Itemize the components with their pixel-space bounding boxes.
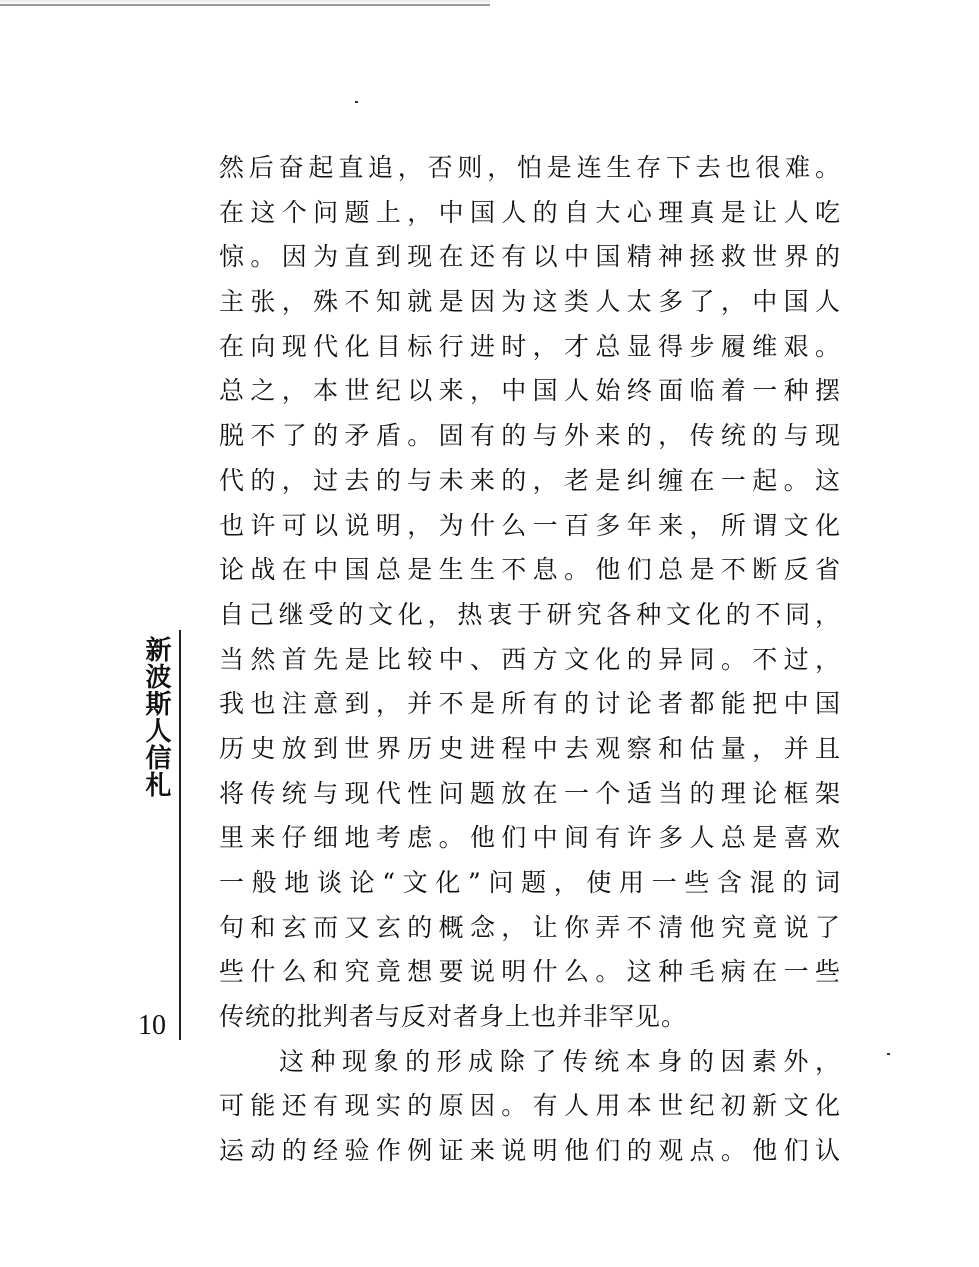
text-line: 总之，本世纪以来，中国人始终面临着一种摆 (219, 376, 841, 406)
text-line: 论战在中国总是生生不息。他们总是不断反省 (219, 555, 841, 585)
scan-speck (887, 1053, 890, 1055)
text-line: 脱不了的矛盾。固有的与外来的，传统的与现 (219, 421, 841, 451)
text-line: 惊。因为直到现在还有以中国精神拯救世界的 (219, 242, 841, 272)
text-line: 在向现代化目标行进时，才总显得步履维艰。 (219, 331, 841, 361)
scan-speck (355, 101, 358, 103)
page-number: 10 (138, 1010, 166, 1041)
body-text (219, 146, 841, 1174)
text-line: 句和玄而又玄的概念，让你弄不清他究竟说了 (219, 912, 841, 942)
text-line: 在这个问题上，中国人的自大心理真是让人吃 (219, 197, 841, 227)
text-line: 传统的批判者与反对者身上也并非罕见。 (219, 1002, 688, 1032)
text-line: 也许可以说明，为什么一百多年来，所谓文化 (219, 510, 841, 540)
text-line: 一般地谈论“文化”问题，使用一些含混的词 (219, 868, 841, 897)
text-line: 历史放到世界历史进程中去观察和估量，并且 (219, 733, 841, 763)
text-line: 些什么和究竟想要说明什么。这种毛病在一些 (219, 957, 841, 987)
text-line: 代的，过去的与未来的，老是纠缠在一起。这 (219, 465, 841, 495)
text-line: 里来仔细地考虑。他们中间有许多人总是喜欢 (219, 823, 841, 853)
margin-divider (179, 630, 181, 1040)
text-line: 自己继受的文化，热衷于研究各种文化的不同， (219, 599, 841, 629)
book-title-vertical: 新波斯人信札 (141, 636, 171, 798)
text-line: 然后奋起直追，否则，怕是连生存下去也很难。 (219, 153, 841, 182)
text-line: 可能还有现实的原因。有人用本世纪初新文化 (219, 1091, 841, 1121)
text-line: 将传统与现代性问题放在一个适当的理论框架 (219, 778, 841, 808)
text-line: 当然首先是比较中、西方文化的异同。不过， (219, 644, 841, 674)
text-line: 主张，殊不知就是因为这类人太多了，中国人 (219, 287, 841, 317)
text-line: 这种现象的形成除了传统本身的因素外， (279, 1046, 841, 1076)
text-line: 运动的经验作例证来说明他们的观点。他们认 (219, 1136, 841, 1166)
scan-top-edge (0, 0, 490, 6)
text-line: 我也注意到，并不是所有的讨论者都能把中国 (219, 689, 841, 719)
